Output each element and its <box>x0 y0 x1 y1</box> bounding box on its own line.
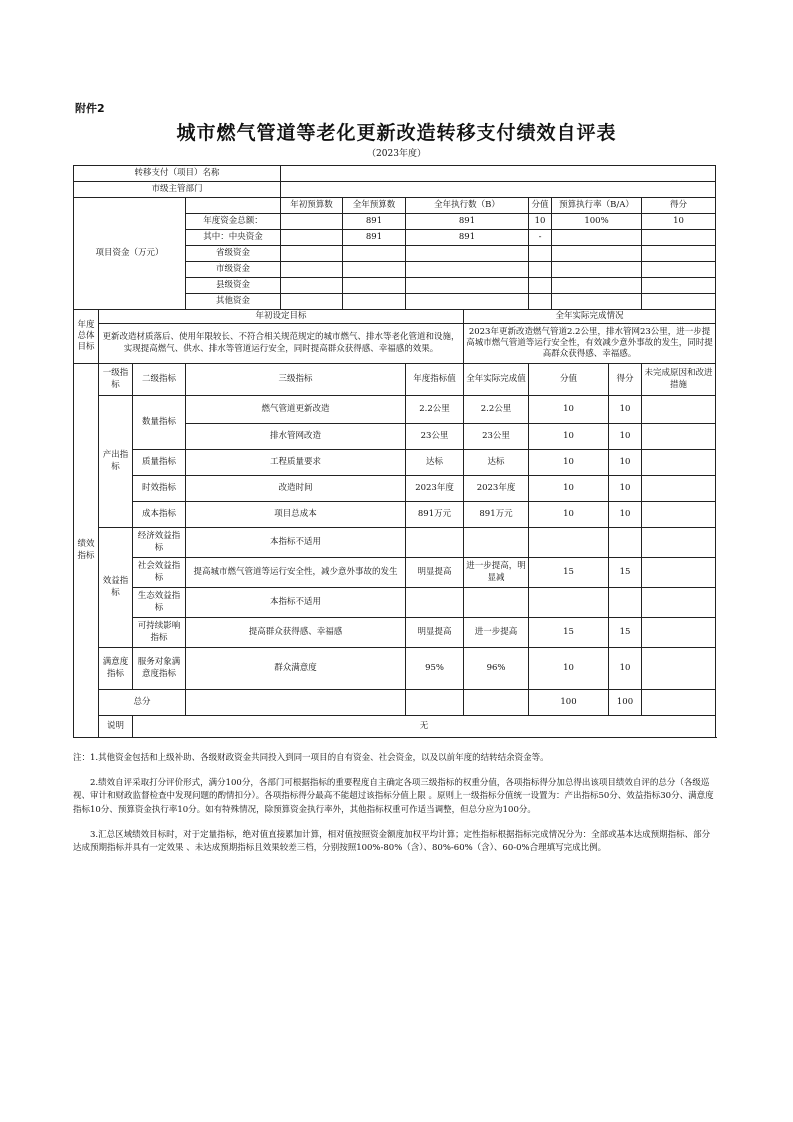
funds-header-annual: 全年预算数 <box>343 198 406 214</box>
level1-satisfaction: 满意度指标 <box>99 648 133 690</box>
indicator-score: 10 <box>609 648 642 690</box>
remark-value: 无 <box>133 716 716 738</box>
indicator-name: 工程质量要求 <box>186 450 406 476</box>
funds-score-value <box>529 246 552 262</box>
funds-row-label: 县级资金 <box>186 278 281 294</box>
funds-executed: 891 <box>406 230 529 246</box>
performance-label: 绩效指标 <box>74 364 99 738</box>
department-row <box>74 182 716 198</box>
indicator-value: 10 <box>529 450 609 476</box>
indicator-row <box>74 618 716 648</box>
funds-annual <box>343 246 406 262</box>
funds-rate <box>552 246 642 262</box>
funds-row-label: 年度资金总额： <box>186 214 281 230</box>
remark-row <box>74 716 716 738</box>
funds-executed <box>406 246 529 262</box>
level1-output: 产出指标 <box>99 396 133 528</box>
indicator-score: 15 <box>609 618 642 648</box>
indicator-name: 提高城市燃气管道等运行安全性，减少意外事故的发生 <box>186 558 406 588</box>
indicator-actual <box>464 528 529 558</box>
funds-initial <box>281 262 343 278</box>
funds-rate <box>552 294 642 310</box>
funds-rate <box>552 262 642 278</box>
goals-header-row <box>74 310 716 324</box>
goals-text-row <box>74 324 716 364</box>
note-1: 注：1.其他资金包括和上级补助、各级财政资金共同投入到同一项目的自有资金、社会资金，以及以前年度的结转结余资金等。 <box>73 753 549 763</box>
indicator-reason <box>642 528 716 558</box>
indicator-reason <box>642 502 716 528</box>
funds-executed <box>406 294 529 310</box>
total-reason <box>642 690 716 716</box>
indicator-target: 23公里 <box>406 424 464 450</box>
funds-score <box>642 262 716 278</box>
project-name-row <box>74 166 716 182</box>
indicator-row <box>74 648 716 690</box>
indicator-target: 95% <box>406 648 464 690</box>
indicator-name: 改造时间 <box>186 476 406 502</box>
funds-score-value: - <box>529 230 552 246</box>
page-title: 城市燃气管道等老化更新改造转移支付绩效自评表 <box>176 122 617 144</box>
indicator-value: 10 <box>529 502 609 528</box>
funds-header-score-value: 分值 <box>529 198 552 214</box>
funds-executed: 891 <box>406 214 529 230</box>
funds-score <box>642 294 716 310</box>
indicator-actual: 891万元 <box>464 502 529 528</box>
indicator-name: 燃气管道更新改造 <box>186 396 406 424</box>
indicator-row <box>74 558 716 588</box>
indicator-value <box>529 588 609 618</box>
funds-score-value <box>529 278 552 294</box>
goals-actual-header: 全年实际完成情况 <box>464 310 716 324</box>
funds-row-label: 省级资金 <box>186 246 281 262</box>
level1-benefit: 效益指标 <box>99 528 133 648</box>
funds-header-executed: 全年执行数（B） <box>406 198 529 214</box>
indicator-score <box>609 588 642 618</box>
funds-initial <box>281 294 343 310</box>
indicator-value: 15 <box>529 618 609 648</box>
indicator-score <box>609 528 642 558</box>
indicator-score: 10 <box>609 396 642 424</box>
total-target <box>406 690 464 716</box>
funds-initial <box>281 214 343 230</box>
funds-row-label: 市级资金 <box>186 262 281 278</box>
total-score: 100 <box>609 690 642 716</box>
indicator-score: 10 <box>609 424 642 450</box>
funds-header-row <box>74 198 716 214</box>
total-actual <box>464 690 529 716</box>
level2-economic: 经济效益指标 <box>133 528 186 558</box>
indicator-actual: 进一步提高，明显减 <box>464 558 529 588</box>
indicator-name: 提高群众获得感、幸福感 <box>186 618 406 648</box>
indicator-target: 2.2公里 <box>406 396 464 424</box>
funds-score: 10 <box>642 214 716 230</box>
indicator-score: 10 <box>609 476 642 502</box>
goals-actual-text: 2023年更新改造燃气管道2.2公里，排水管网23公里，进一步提高城市燃气管道等运行安全性，有效减少意外事故的发生，同时提高群众获得感、幸福感。 <box>464 324 716 364</box>
header-target: 年度指标值 <box>406 364 464 396</box>
funds-rate <box>552 278 642 294</box>
funds-header-score: 得分 <box>642 198 716 214</box>
indicator-value: 10 <box>529 648 609 690</box>
level2-ecological: 生态效益指标 <box>133 588 186 618</box>
funds-score-value: 10 <box>529 214 552 230</box>
total-value: 100 <box>529 690 609 716</box>
attachment-label: 附件2 <box>75 102 105 115</box>
indicator-actual: 2023年度 <box>464 476 529 502</box>
remark-label: 说明 <box>99 716 133 738</box>
indicator-reason <box>642 648 716 690</box>
indicator-name: 本指标不适用 <box>186 528 406 558</box>
performance-header-row <box>74 364 716 396</box>
indicator-score: 15 <box>609 558 642 588</box>
indicator-target <box>406 528 464 558</box>
level2-social: 社会效益指标 <box>133 558 186 588</box>
indicator-row <box>74 396 716 424</box>
level2-quantity: 数量指标 <box>133 396 186 450</box>
funds-annual <box>343 262 406 278</box>
funds-score-value <box>529 262 552 278</box>
indicator-value <box>529 528 609 558</box>
funds-annual <box>343 294 406 310</box>
indicator-target: 891万元 <box>406 502 464 528</box>
header-level1: 一级指标 <box>99 364 133 396</box>
funds-header-blank <box>186 198 281 214</box>
indicator-target <box>406 588 464 618</box>
total-label: 总分 <box>99 690 186 716</box>
header-actual: 全年实际完成值 <box>464 364 529 396</box>
indicator-reason <box>642 558 716 588</box>
funds-initial <box>281 230 343 246</box>
header-value: 分值 <box>529 364 609 396</box>
indicator-row <box>74 528 716 558</box>
funds-score <box>642 246 716 262</box>
indicator-target: 达标 <box>406 450 464 476</box>
indicator-reason <box>642 396 716 424</box>
note-3: 3.汇总区域绩效目标时，对于定量指标，绝对值直接累加计算，相对值按照资金额度加权平均计算；定性指标根据指标完成情况分为：全部或基本达成预期指标、部分达成预期指标并具有一定效果 、未达成预期指标且效果较差三档，分别按照100%-80%（含）、80%-60%（含）、60-0%合理填写完成比例。 <box>73 829 711 853</box>
indicator-actual: 96% <box>464 648 529 690</box>
indicator-actual: 2.2公里 <box>464 396 529 424</box>
funds-annual: 891 <box>343 214 406 230</box>
level2-cost: 成本指标 <box>133 502 186 528</box>
indicator-target: 明显提高 <box>406 618 464 648</box>
funds-initial <box>281 278 343 294</box>
indicator-row <box>74 588 716 618</box>
header-score: 得分 <box>609 364 642 396</box>
funds-executed <box>406 278 529 294</box>
project-name-label: 转移支付（项目）名称 <box>74 166 281 182</box>
notes <box>73 752 715 867</box>
report-year: （2023年度） <box>367 149 426 159</box>
funds-annual: 891 <box>343 230 406 246</box>
self-evaluation-table <box>73 165 716 738</box>
indicator-actual: 进一步提高 <box>464 618 529 648</box>
indicator-row <box>74 502 716 528</box>
indicator-target: 明显提高 <box>406 558 464 588</box>
indicator-value: 15 <box>529 558 609 588</box>
department-label: 市级主管部门 <box>74 182 281 198</box>
funds-row-label: 其他资金 <box>186 294 281 310</box>
indicator-row <box>74 450 716 476</box>
level2-service-satisfaction: 服务对象满意度指标 <box>133 648 186 690</box>
header-level3: 三级指标 <box>186 364 406 396</box>
indicator-name: 本指标不适用 <box>186 588 406 618</box>
indicator-name: 项目总成本 <box>186 502 406 528</box>
indicator-value: 10 <box>529 476 609 502</box>
funds-initial <box>281 246 343 262</box>
funds-label: 项目资金（万元） <box>74 198 186 310</box>
indicator-row <box>74 476 716 502</box>
indicator-reason <box>642 450 716 476</box>
goals-initial-text: 更新改造材质落后、使用年限较长、不符合相关规范规定的城市燃气、排水等老化管道和设施，实现提高燃气、供水、排水等管道运行安全，同时提高群众获得感、幸福感的效果。 <box>99 324 464 364</box>
header-reason: 未完成原因和改进措施 <box>642 364 716 396</box>
funds-header-rate: 预算执行率（B/A） <box>552 198 642 214</box>
indicator-score: 10 <box>609 450 642 476</box>
total-row <box>74 690 716 716</box>
header-level2: 二级指标 <box>133 364 186 396</box>
note-2: 2.绩效自评采取打分评价形式，满分100分，各部门可根据指标的重要程度自主确定各项三级指标的权重分值，各项指标得分加总得出该项目绩效自评的总分（各级巡视、审计和财政监督检查中发现问题的酌情扣分）。各项指标得分最高不能超过该指标分值上限 。原则上一级指标分值统一设置为：产出指标50分、效益指标30分、满意度指标10分、预算资金执行率10分。如有特殊情况，除预算资金执行率外，其他指标权重可作适当调整，但总分应为100分。 <box>73 778 714 815</box>
project-name-value <box>281 166 716 182</box>
funds-score-value <box>529 294 552 310</box>
indicator-reason <box>642 424 716 450</box>
total-blank <box>186 690 406 716</box>
indicator-actual: 23公里 <box>464 424 529 450</box>
funds-header-initial: 年初预算数 <box>281 198 343 214</box>
level2-quality: 质量指标 <box>133 450 186 476</box>
goals-label: 年度总体目标 <box>74 310 99 364</box>
funds-rate: 100% <box>552 214 642 230</box>
funds-score <box>642 278 716 294</box>
indicator-actual: 达标 <box>464 450 529 476</box>
level2-sustainable: 可持续影响指标 <box>133 618 186 648</box>
funds-annual <box>343 278 406 294</box>
indicator-reason <box>642 618 716 648</box>
funds-rate <box>552 230 642 246</box>
indicator-target: 2023年度 <box>406 476 464 502</box>
indicator-value: 10 <box>529 396 609 424</box>
indicator-value: 10 <box>529 424 609 450</box>
funds-row-label: 其中：中央资金 <box>186 230 281 246</box>
indicator-name: 群众满意度 <box>186 648 406 690</box>
indicator-reason <box>642 476 716 502</box>
department-value <box>281 182 716 198</box>
indicator-actual <box>464 588 529 618</box>
goals-initial-header: 年初设定目标 <box>99 310 464 324</box>
funds-score <box>642 230 716 246</box>
funds-executed <box>406 262 529 278</box>
indicator-score: 10 <box>609 502 642 528</box>
indicator-reason <box>642 588 716 618</box>
level2-timeliness: 时效指标 <box>133 476 186 502</box>
indicator-name: 排水管网改造 <box>186 424 406 450</box>
